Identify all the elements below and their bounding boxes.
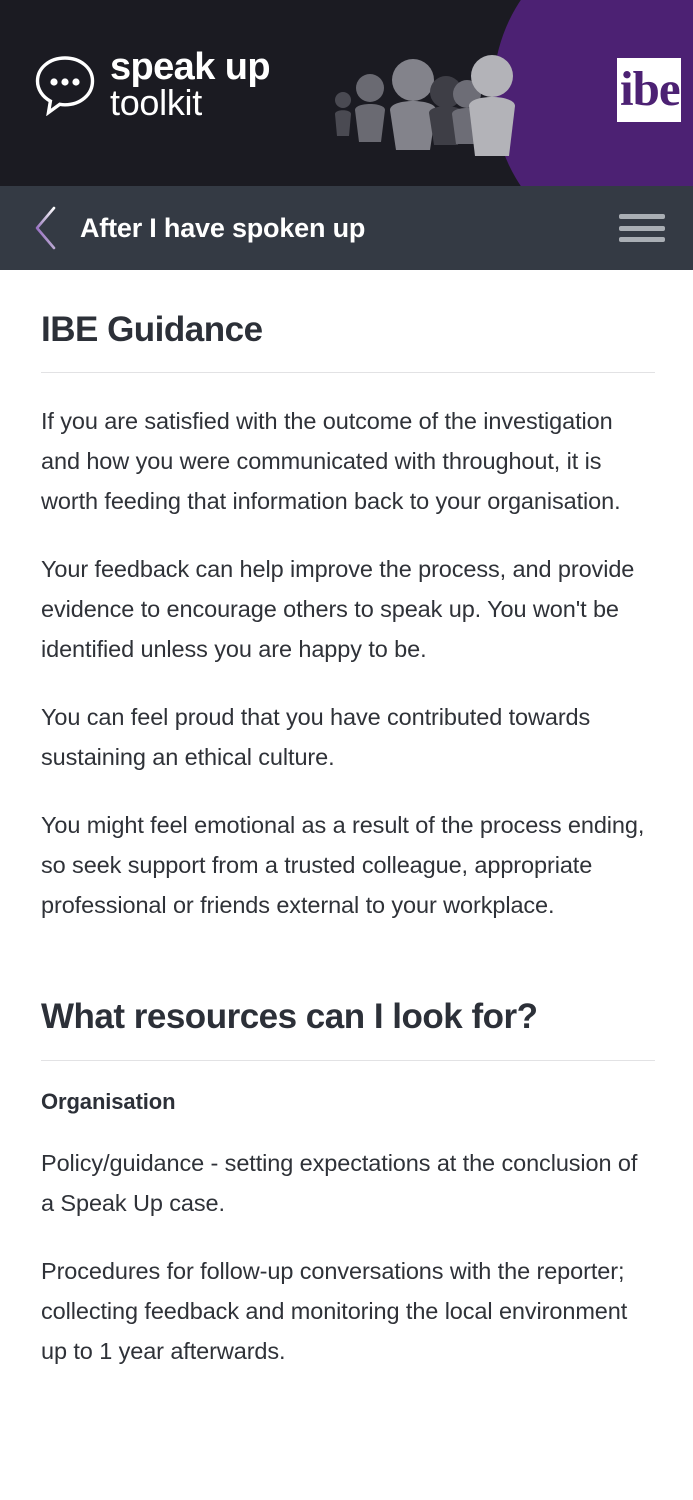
speak-up-toolkit-wordmark bbox=[110, 46, 270, 123]
paragraph: If you are satisfied with the outcome of the investigation and how you were communicated with throughout, it is worth feeding that information back to your organisation. bbox=[41, 408, 621, 515]
paragraph: Procedures for follow-up conversations with the reporter; collecting feedback and monitoring the local environment up to 1 year afterwards. bbox=[41, 1257, 628, 1364]
section-spacer bbox=[41, 925, 655, 997]
logo-line-toolkit: toolkit bbox=[110, 81, 202, 123]
menu-bar-1 bbox=[619, 214, 665, 219]
back-button[interactable] bbox=[26, 205, 66, 251]
logo-line-speak-up: speak up bbox=[110, 46, 270, 88]
paragraph: You might feel emotional as a result of the process ending, so seek support from a trusted colleague, appropriate professional or friends external to your workplace. bbox=[41, 812, 645, 919]
section-title-ibe-guidance: IBE Guidance bbox=[41, 310, 263, 349]
chevron-left-icon bbox=[33, 205, 59, 251]
section-title-what-resources: What resources can I look for? bbox=[41, 997, 538, 1037]
main-content bbox=[0, 270, 693, 1371]
ibe-logo-text: ibe bbox=[620, 61, 680, 116]
page-nav-bar bbox=[0, 186, 693, 270]
section-divider-1 bbox=[41, 372, 655, 373]
people-group-icon bbox=[330, 52, 520, 160]
nav-page-title: After I have spoken up bbox=[80, 212, 366, 243]
subheading-organisation: Organisation bbox=[41, 1088, 176, 1114]
menu-bar-2 bbox=[619, 226, 665, 231]
paragraph: Your feedback can help improve the process, and provide evidence to encourage others to speak up. You won't be identified unless you are happy to be. bbox=[41, 556, 635, 663]
ibe-logo[interactable] bbox=[617, 58, 681, 122]
speech-bubble-icon bbox=[34, 54, 96, 116]
paragraph: Policy/guidance - setting expectations at the conclusion of a Speak Up case. bbox=[41, 1149, 638, 1216]
menu-bar-3 bbox=[619, 237, 665, 242]
speak-up-toolkit-logo[interactable] bbox=[34, 46, 270, 123]
section-divider-2 bbox=[41, 1060, 655, 1061]
hamburger-menu-icon[interactable] bbox=[619, 208, 665, 248]
paragraph: You can feel proud that you have contributed towards sustaining an ethical culture. bbox=[41, 704, 591, 771]
brand-header bbox=[0, 0, 693, 186]
